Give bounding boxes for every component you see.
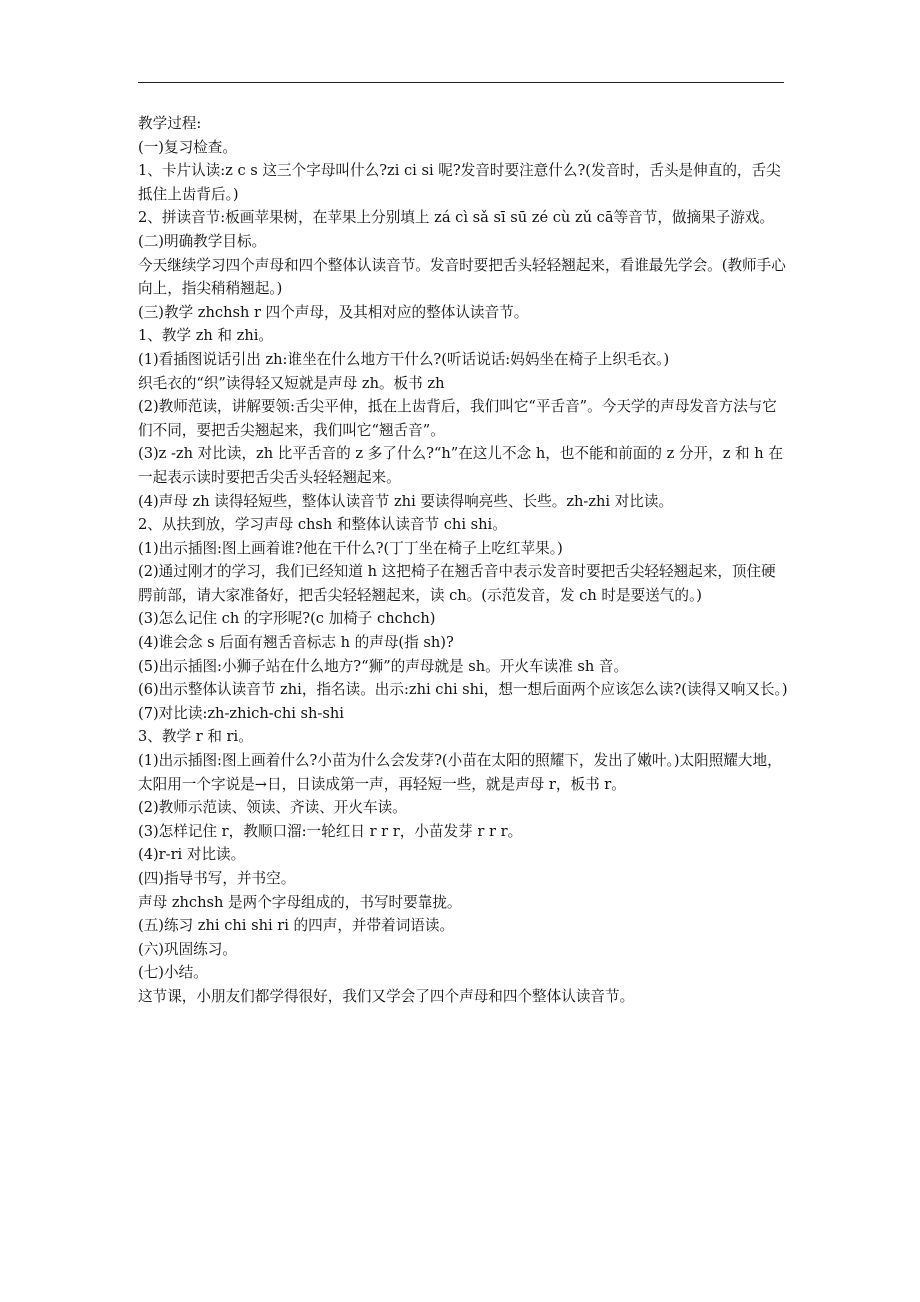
document-body [138, 112, 788, 1009]
paragraph: (4)谁会念 s 后面有翘舌音标志 h 的声母(指 sh)? [138, 634, 454, 652]
paragraph: (二)明确教学目标。 [138, 232, 267, 250]
paragraph: (六)巩固练习。 [138, 940, 237, 958]
paragraph: (7)对比读:zh-zhich-chi sh-shi [138, 704, 344, 722]
paragraph: (6)出示整体认读音节 zhi，指名读。出示:zhi chi shi，想一想后面两个应该怎么读?(读得又响又长。) [138, 681, 788, 699]
paragraph: 织毛衣的“织”读得轻又短就是声母 zh。板书 zh [138, 374, 445, 392]
paragraph: 声母 zhchsh 是两个字母组成的，书写时要靠拢。 [138, 893, 462, 911]
paragraph: 1、教学 zh 和 zhi。 [138, 327, 274, 345]
paragraph: (2)教师范读，讲解要领:舌尖平伸，抵在上齿背后，我们叫它“平舌音”。今天学的声母发音方法与它们不同，要把舌尖翘起来，我们叫它“翘舌音”。 [138, 398, 777, 439]
paragraph: 2、拼读音节:板画苹果树，在苹果上分别填上 zá cì sǎ sī sū zé cù zǔ cā等音节，做摘果子游戏。 [138, 209, 775, 227]
paragraph: 2、从扶到放，学习声母 chsh 和整体认读音节 chi shi。 [138, 516, 507, 534]
paragraph: (四)指导书写，并书空。 [138, 870, 296, 887]
paragraph: 今天继续学习四个声母和四个整体认读音节。发音时要把舌头轻轻翘起来，看谁最先学会。(教师手心向上，指尖稍稍翘起。) [138, 256, 786, 298]
paragraph: 教学过程: [138, 115, 202, 132]
paragraph: (五)练习 zhi chi shi ri 的四声，并带着词语读。 [138, 917, 455, 935]
paragraph: (1)出示插图:图上画着谁?他在干什么?(丁丁坐在椅子上吃红苹果。) [138, 539, 563, 557]
paragraph: (3)怎么记住 ch 的字形呢?(c 加椅子 chchch) [138, 610, 436, 628]
paragraph: (4)声母 zh 读得轻短些，整体认读音节 zhi 要读得响亮些、长些。zh-zhi 对比读。 [138, 492, 674, 510]
paragraph: 1、卡片认读:z c s 这三个字母叫什么?zi ci si 呢?发音时要注意什么?(发音时，舌头是伸直的，舌尖抵住上齿背后。) [138, 162, 781, 203]
paragraph: (七)小结。 [138, 964, 208, 982]
paragraph: (4)r-ri 对比读。 [138, 846, 246, 864]
paragraph: (2)通过刚才的学习，我们已经知道 h 这把椅子在翘舌音中表示发音时要把舌尖轻轻翘起来，顶住硬腭前部，请大家准备好，把舌尖轻轻翘起来，读 ch。(示范发音，发 ch 时是要送气的。) [138, 563, 776, 604]
paragraph: 这节课，小朋友们都学得很好，我们又学会了四个声母和四个整体认读音节。 [138, 987, 635, 1005]
paragraph: (1)出示插图:图上画着什么?小苗为什么会发芽?(小苗在太阳的照耀下，发出了嫩叶。)太阳照耀大地，太阳用一个字说是→日，日读成第一声，再轻短一些，就是声母 r，板书 r。 [138, 752, 782, 793]
paragraph: (3)z -zh 对比读，zh 比平舌音的 z 多了什么?“h”在这儿不念 h，也不能和前面的 z 分开，z 和 h 在一起表示读时要把舌尖舌头轻轻翘起来。 [138, 445, 783, 486]
paragraph: (三)教学 zhchsh r 四个声母，及其相对应的整体认读音节。 [138, 303, 529, 321]
paragraph: (1)看插图说话引出 zh:谁坐在什么地方干什么?(听话说话:妈妈坐在椅子上织毛衣。) [138, 350, 670, 368]
paragraph: 3、教学 r 和 ri。 [138, 728, 253, 746]
header-rule [138, 82, 784, 83]
paragraph: (5)出示插图:小狮子站在什么地方?“狮”的声母就是 sh。开火车读准 sh 音。 [138, 657, 629, 675]
paragraph: (3)怎样记住 r，教顺口溜:一轮红日 r r r，小苗发芽 r r r。 [138, 822, 523, 840]
paragraph: (2)教师示范读、领读、齐读、开火车读。 [138, 799, 407, 817]
paragraph: (一)复习检查。 [138, 138, 237, 156]
